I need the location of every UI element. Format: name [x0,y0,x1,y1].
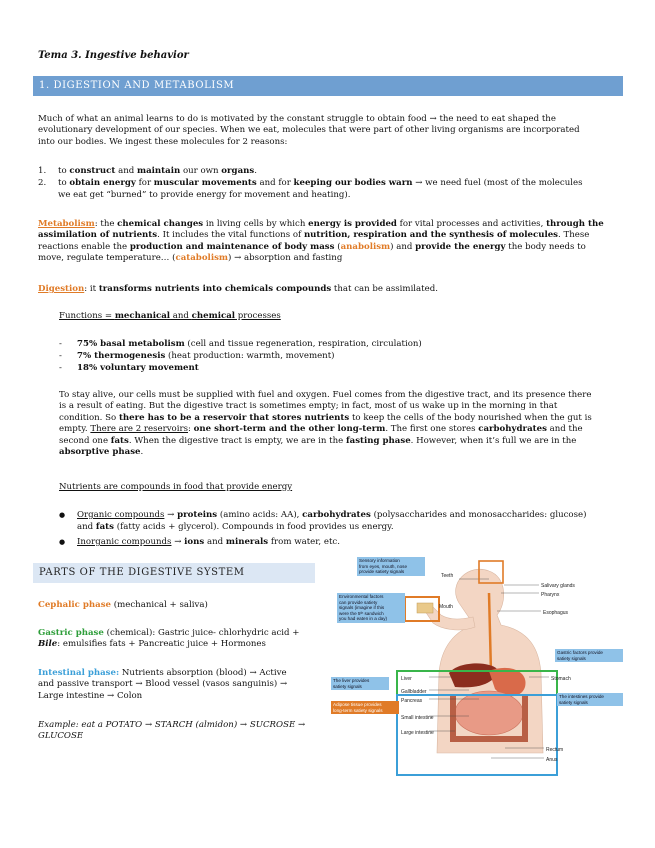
callout-liver: The liver provides satiety signals [331,677,389,690]
callout-sensory: Sensory information from eyes, mouth, nose provide satiety signals [357,557,425,576]
list-item: 2. to obtain energy for muscular movements and for keeping our bodies warn → we need fuel (most of the molecules we eat get “burned” to provide energy for movement and heating). [38,178,583,200]
stay-alive-paragraph: To stay alive, our cells must be supplied with fuel and oxygen. Fuel comes from the digestive tract, and its presence there is a result of eating. But the digestive tract is sometimes empty; in fact, most of us wake up in the morning in that condition. So there has to be a reservoir that stores nutrients to keep the cells of the body nourished when the gut is empty. There are 2 reservoirs: one short-term and the other long-term. The first one stores carbohydrates and the second one fats. When the digestive tract is empty, we are in the fasting phase. However, when it’s full we are in the absorptive phase. [59,390,592,458]
cephalic-phase: Cephalic phase (mechanical + saliva) [38,600,208,610]
label-pharynx: Pharynx [541,592,560,598]
functions-line: Functions = mechanical and chemical processes [59,311,281,321]
sandwich [417,603,433,613]
label-liver: Liver [401,676,412,682]
callout-intestines: The intestines provide satiety signals [557,693,623,706]
label-esophagus: Esophagus [543,610,569,616]
callout-adipose: Adipose tissue provides long-term satiety signals [331,701,399,714]
digestion-paragraph: Digestion: it transforms nutrients into chemicals compounds that can be assimilated. [38,284,438,294]
digestion-term: Digestion [38,284,85,294]
list-item: - 7% thermogenesis (heat production: warmth, movement) [59,351,335,361]
small-intestine [455,691,523,735]
digestive-system-figure [329,553,625,785]
label-pancreas: Pancreas [401,698,423,704]
nutrients-heading: Nutrients are compounds in food that provide energy [59,482,293,492]
digestive-illustration [329,553,625,785]
reasons-list [38,166,628,202]
label-mouth: Mouth [439,604,453,610]
list-item: 1. to construct and maintain our own organs. [38,166,257,176]
label-gallbladder: Gallbladder [401,689,427,695]
label-large-intestine: Large intestine [401,730,434,736]
label-anus: Anus [546,757,558,763]
list-item: - 18% voluntary movement [59,363,199,373]
label-stomach: Stomach [551,676,571,682]
gastric-phase: Gastric phase (chemical): Gastric juice- chlorhydric acid + Bile: emulsifies fats + Pancreatic juice + Hormones [38,628,300,650]
label-rectum: Rectum [546,747,564,753]
callout-environmental: Environmental factors can provide satiety signals (imagine if this were the 5ᵗʰ sandwich you had eaten in a day) [337,593,405,623]
intro-paragraph: Much of what an animal learns to do is motivated by the constant struggle to obtain food → the need to eat shaped the evolutionary development of our species. When we eat, molecules that were part of other living organisms are incorporated into our bodies. We ingest these molecules for 2 reasons: [38,114,580,147]
callout-gastric: Gastric factors provide satiety signals [555,649,623,662]
metabolism-term: Metabolism [38,219,95,229]
intestinal-phase: Intestinal phase: Nutrients absorption (blood) → Active and passive transport → Blood vessel (vasos sanguinis) → Large intestine → Colon [38,668,288,701]
energy-list [59,339,619,375]
list-item: - 75% basal metabolism (cell and tissue regeneration, respiration, circulation) [59,339,422,349]
list-item: ● Organic compounds → proteins (amino acids: AA), carbohydrates (polysaccharides and monosaccharides: glucose) and fats (fatty acids + glycerol). Compounds in food provides us energy. [59,510,587,532]
label-teeth: Teeth [441,573,454,579]
nutrients-list [59,510,629,549]
section-heading-digestion: 1. DIGESTION AND METABOLISM [33,76,623,96]
document-title: Tema 3. Ingestive behavior [38,50,189,61]
list-item: ● Inorganic compounds → ions and minerals from water, etc. [59,537,340,547]
label-small-intestine: Small intestine [401,715,434,721]
label-salivary: Salivary glands [541,583,575,589]
metabolism-paragraph: Metabolism: the chemical changes in living cells by which energy is provided for vital processes and activities, through the assimilation of nutrients. It includes the vital functions of nutrition, respiration and the synthesis of molecules. These reactions enable the production and maintenance of body mass (anabolism) and provide the energy the body needs to move, regulate temperature… (catabolism) → absorption and fasting [38,219,604,264]
example-text: Example: eat a POTATO → STARCH (almidon) → SUCROSE → GLUCOSE [38,720,306,742]
section-heading-parts: PARTS OF THE DIGESTIVE SYSTEM [33,563,315,583]
